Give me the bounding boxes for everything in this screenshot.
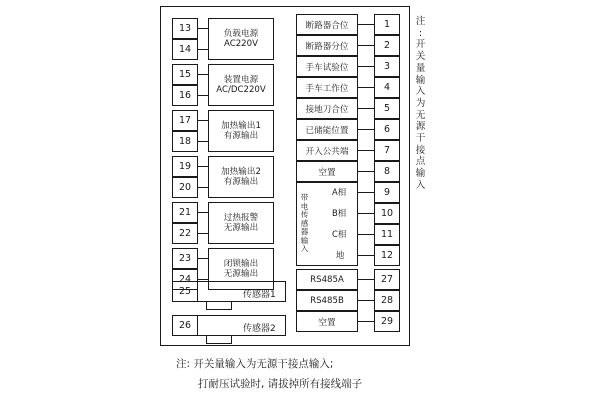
side-note-char-3: 关 xyxy=(415,51,426,63)
ct-phase-b-label: B相 xyxy=(332,208,347,218)
ct-sensor-group-box xyxy=(296,182,358,266)
di-label-common: 开入公共端 xyxy=(296,140,358,161)
comm-label-rs485a: RS485A xyxy=(296,269,358,290)
ct-terminal-9: 9 xyxy=(374,182,400,203)
terminal-26: 26 xyxy=(172,315,198,336)
ct-phase-c-label: C相 xyxy=(332,229,347,239)
group-load-power-line2: AC220V xyxy=(223,39,258,49)
di-label-energy-stored: 已储能位置 xyxy=(296,119,358,140)
di-wire-8 xyxy=(358,171,374,172)
comm-terminal-29: 29 xyxy=(374,311,400,332)
sensor-1-label: 传感器1 xyxy=(243,290,276,300)
group-heat-output-2-line1: 加热输出2 xyxy=(221,166,261,177)
ct-char-5: 输 xyxy=(300,235,309,245)
sensor-2-plug xyxy=(206,336,232,344)
ct-phase-a-label: A相 xyxy=(332,187,347,197)
wire-13 xyxy=(198,28,208,29)
wire-23 xyxy=(198,258,208,259)
terminal-16: 16 xyxy=(172,85,198,106)
group-device-power xyxy=(208,64,274,106)
terminal-17: 17 xyxy=(172,110,198,131)
di-terminal-3: 3 xyxy=(374,56,400,77)
wire-19 xyxy=(198,166,208,167)
ct-char-2: 传 xyxy=(300,210,309,220)
ct-char-3: 感 xyxy=(300,218,309,228)
wire-18 xyxy=(198,141,208,142)
wire-22 xyxy=(198,233,208,234)
di-terminal-1: 1 xyxy=(374,14,400,35)
di-wire-7 xyxy=(358,150,374,151)
wire-21 xyxy=(198,212,208,213)
ct-wire-11 xyxy=(358,234,374,235)
ct-ground-label: 地 xyxy=(336,250,345,260)
di-label-breaker-closed: 断路器合位 xyxy=(296,14,358,35)
side-note-char-13: 输 xyxy=(415,168,426,180)
terminal-20: 20 xyxy=(172,177,198,198)
di-terminal-8: 8 xyxy=(374,161,400,182)
di-terminal-4: 4 xyxy=(374,77,400,98)
terminal-15: 15 xyxy=(172,64,198,85)
side-note-char-7: 为 xyxy=(415,97,426,109)
di-wire-1 xyxy=(358,24,374,25)
wire-16 xyxy=(198,95,208,96)
terminal-21: 21 xyxy=(172,202,198,223)
di-wire-2 xyxy=(358,45,374,46)
di-label-truck-test: 手车试验位 xyxy=(296,56,358,77)
di-wire-4 xyxy=(358,87,374,88)
wire-24 xyxy=(198,279,208,280)
di-label-truck-work: 手车工作位 xyxy=(296,77,358,98)
group-overheat-alarm xyxy=(208,202,274,244)
ct-char-4: 器 xyxy=(300,227,309,237)
sensor-2-label: 传感器2 xyxy=(243,324,276,334)
side-note-char-8: 无 xyxy=(415,109,426,121)
side-note-char-1: : xyxy=(418,27,423,39)
ct-wire-12 xyxy=(358,255,374,256)
wire-17 xyxy=(198,120,208,121)
comm-label-rs485b: RS485B xyxy=(296,290,358,311)
side-note-char-10: 干 xyxy=(415,133,426,145)
bottom-note-line-2: 打耐压试验时, 请拔掉所有接线端子 xyxy=(198,378,363,390)
di-terminal-6: 6 xyxy=(374,119,400,140)
comm-wire-28 xyxy=(358,300,374,301)
comm-wire-29 xyxy=(358,321,374,322)
group-heat-output-2-line2: 有源输出 xyxy=(223,177,259,187)
di-terminal-5: 5 xyxy=(374,98,400,119)
terminal-18: 18 xyxy=(172,131,198,152)
side-note-char-2: 开 xyxy=(415,39,426,51)
group-load-power-line1: 负载电源 xyxy=(223,28,259,39)
ct-wire-9 xyxy=(358,192,374,193)
comm-terminal-27: 27 xyxy=(374,269,400,290)
ct-sensor-group-vertical-label xyxy=(299,194,310,254)
group-overheat-alarm-line2: 无源输出 xyxy=(223,223,259,233)
side-note-char-9: 源 xyxy=(415,121,426,133)
ct-terminal-11: 11 xyxy=(374,224,400,245)
di-wire-6 xyxy=(358,129,374,130)
comm-label-spare-29: 空置 xyxy=(296,311,358,332)
side-note-char-5: 输 xyxy=(415,74,426,86)
ct-char-6: 入 xyxy=(300,244,309,254)
side-note-vertical xyxy=(414,16,427,192)
ct-char-1: 电 xyxy=(300,201,309,211)
di-terminal-7: 7 xyxy=(374,140,400,161)
group-overheat-alarm-line1: 过热报警 xyxy=(223,212,259,223)
di-wire-3 xyxy=(358,66,374,67)
group-load-power xyxy=(208,18,274,60)
di-terminal-2: 2 xyxy=(374,35,400,56)
di-label-breaker-open: 断路器分位 xyxy=(296,35,358,56)
wire-14 xyxy=(198,49,208,50)
ct-terminal-12: 12 xyxy=(374,245,400,266)
ct-char-0: 带 xyxy=(300,193,309,203)
side-note-char-12: 点 xyxy=(415,156,426,168)
group-heat-output-2 xyxy=(208,156,274,198)
group-lockout-output-line1: 闭锁输出 xyxy=(223,258,259,269)
comm-terminal-28: 28 xyxy=(374,290,400,311)
group-heat-output-1-line1: 加热输出1 xyxy=(221,120,261,131)
group-device-power-line2: AC/DC220V xyxy=(216,85,266,95)
side-note-char-14: 入 xyxy=(415,179,426,191)
terminal-19: 19 xyxy=(172,156,198,177)
side-note-char-6: 入 xyxy=(415,86,426,98)
side-note-char-0: 注 xyxy=(415,16,426,27)
wire-15 xyxy=(198,74,208,75)
terminal-22: 22 xyxy=(172,223,198,244)
terminal-13: 13 xyxy=(172,18,198,39)
ct-wire-10 xyxy=(358,213,374,214)
bottom-note-line-1: 注: 开关量输入为无源干接点输入; xyxy=(176,358,334,370)
sensor-1-plug xyxy=(206,302,232,310)
terminal-23: 23 xyxy=(172,248,198,269)
group-device-power-line1: 装置电源 xyxy=(223,74,259,85)
side-note-char-4: 量 xyxy=(415,62,426,74)
ct-terminal-10: 10 xyxy=(374,203,400,224)
terminal-14: 14 xyxy=(172,39,198,60)
side-note-char-11: 接 xyxy=(415,144,426,156)
group-lockout-output-line2: 无源输出 xyxy=(223,269,259,279)
terminal-24: 24 xyxy=(172,269,198,290)
di-label-earth-switch-closed: 接地刀合位 xyxy=(296,98,358,119)
comm-wire-27 xyxy=(358,279,374,280)
di-label-spare-8: 空置 xyxy=(296,161,358,182)
wire-20 xyxy=(198,187,208,188)
group-heat-output-1-line2: 有源输出 xyxy=(223,131,259,141)
group-heat-output-1 xyxy=(208,110,274,152)
di-wire-5 xyxy=(358,108,374,109)
terminal-25: 25 xyxy=(172,281,198,302)
